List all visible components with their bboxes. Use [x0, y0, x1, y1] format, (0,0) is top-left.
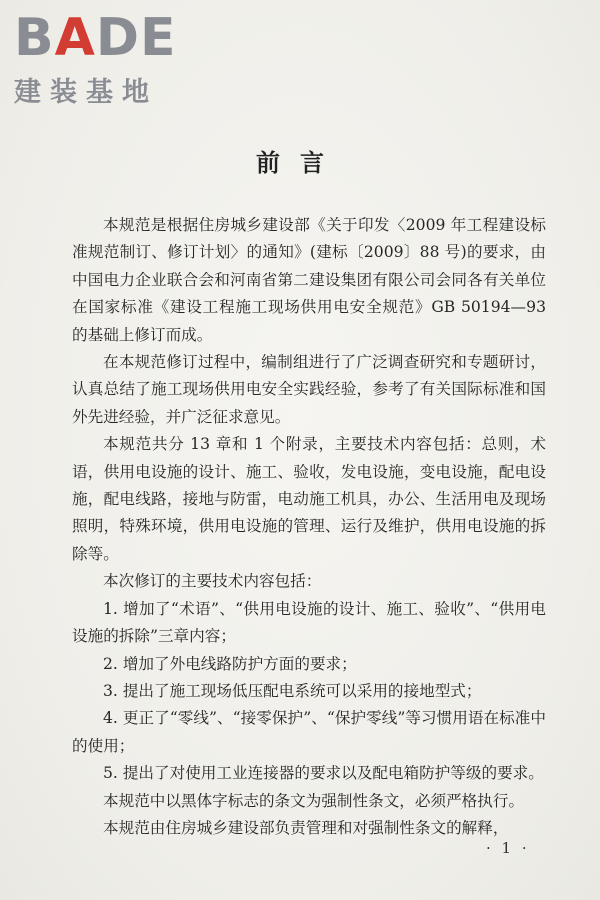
list-item: 4. 更正了“零线”、“接零保护”、“保护零线”等习惯用语在标准中的使用；: [72, 709, 546, 755]
page-number: · 1 ·: [486, 839, 530, 857]
paragraph: 本规范共分 13 章和 1 个附录，主要技术内容包括：总则，术语，供用电设施的设计、施工、验收，发电设施，变电设施，配电设施，配电线路，接地与防雷，电动施工机具，办公、生活用电及现场照明，特殊环境，供用电设施的管理、运行及维护，供用电设施的拆除等。: [72, 435, 546, 563]
list-item: 2. 增加了外电线路防护方面的要求；: [103, 654, 357, 673]
list-item: 5. 提出了对使用工业连接器的要求以及配电箱防护等级的要求。: [103, 764, 544, 783]
paragraph: 本规范是根据住房城乡建设部《关于印发〈2009 年工程建设标准规范制订、修订计划〉的通知》(建标〔2009〕88 号)的要求，由中国电力企业联合会和河南省第二建设集团有限公司会同各有关单位在国家标准《建设工程施工现场供用电安全规范》GB 50194—93 的基础上修订而成。: [72, 216, 546, 344]
list-item: 3. 提出了施工现场低压配电系统可以采用的接地型式；: [103, 681, 482, 700]
paragraph: 本规范中以黑体字标志的条文为强制性条文，必须严格执行。: [103, 791, 525, 810]
bade-logo: [14, 10, 184, 109]
logo-wordmark: BADE: [14, 8, 177, 68]
paragraph: 在本规范修订过程中，编制组进行了广泛调查研究和专题研讨，认真总结了施工现场供用电安全实践经验，参考了有关国际标准和国外先进经验，并广泛征求意见。: [72, 353, 546, 426]
paragraph: 本次修订的主要技术内容包括：: [103, 572, 322, 591]
page-title: 前言: [256, 149, 344, 177]
logo-chinese-text: 建装基地: [14, 77, 158, 108]
preface-body: [72, 212, 546, 842]
paragraph: 本规范由住房城乡建设部负责管理和对强制性条文的解释，: [103, 818, 509, 837]
list-item: 1. 增加了“术语”、“供用电设施的设计、施工、验收”、“供用电设施的拆除”三章内容；: [72, 599, 546, 646]
